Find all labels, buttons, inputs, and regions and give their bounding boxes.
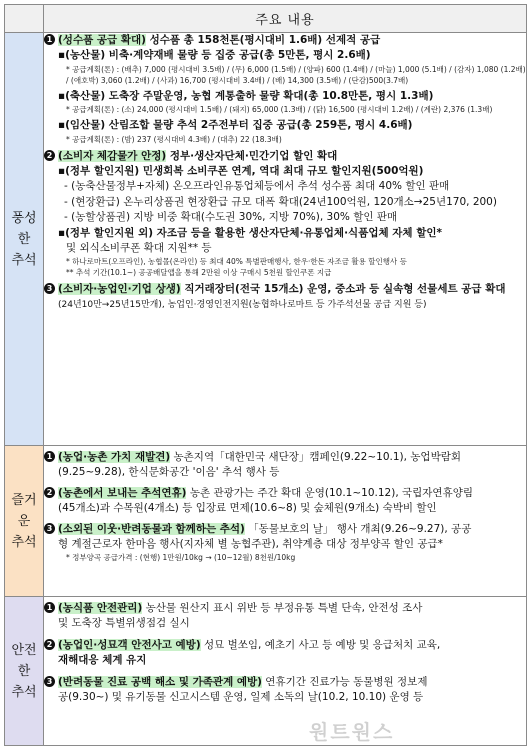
category-label-safe	[5, 597, 44, 746]
continuation-line: 및 외식소비쿠폰 확대 지원** 등	[66, 242, 212, 255]
category-label-joyful	[5, 446, 44, 597]
item-text: 성묘 벌쏘임, 예초기 사고 등 예방 및 응급처치 교육,	[200, 638, 441, 651]
item-number-icon: 2	[44, 150, 55, 161]
summary-table	[4, 4, 527, 746]
section-row-joyful	[5, 446, 527, 597]
item-heading: (반려동물 진료 공백 해소 및 가족관계 예방)	[58, 675, 262, 688]
item-number-icon: 2	[44, 487, 55, 498]
item-heading: (소비자·농업인·기업 상생)	[58, 283, 181, 296]
header-corner	[5, 5, 44, 33]
section-body-joyful	[44, 446, 527, 597]
bullet-line: ▪(정부 할인지원 외) 자조금 등을 활용한 생산자단체·유통업체·식품업체 자체 할인*	[58, 226, 443, 239]
continuation-line: 및 도축장 특별위생점검 실시	[58, 617, 190, 630]
item-heading: (농업인·성묘객 안전사고 예방)	[58, 638, 201, 651]
continuation-line: (9.25~9.28), 한식문화공간 '이음' 추석 행사 등	[58, 466, 280, 479]
bullet-line: ▪(정부 할인지원) 민생회복 소비쿠폰 연계, 역대 최대 규모 할인지원(500억원)	[58, 165, 424, 178]
category-label-abundant	[5, 33, 44, 446]
item-heading: (농촌에서 보내는 추석연휴)	[58, 486, 187, 499]
watermark: 원트원스	[309, 720, 395, 744]
note-line: * 정부양곡 공급가격 : (현행) 1만원/10kg → (10~12월) 8천원/10kg	[66, 553, 296, 563]
section-row-safe	[5, 597, 527, 746]
bullet-line: ▪(임산물) 산림조합 물량 추석 2주전부터 집중 공급(총 259톤, 평시 4.6배)	[58, 119, 413, 132]
item-text: 「동물보호의 날」 행사 개최(9.26~9.27), 공공	[244, 522, 472, 535]
bullet-line: ▪(농산물) 비축·계약재배 물량 등 집중 공급(총 5만톤, 평시 2.6배)	[58, 49, 371, 62]
item-line	[44, 450, 526, 465]
note-line: ** 추석 기간(10.1~) 공공배달앱을 통해 2만원 이상 구매시 5천원 할인쿠폰 지급	[66, 268, 332, 278]
item-text: 농산물 원산지 표시 위반 등 부정유통 특별 단속, 안전성 조사	[142, 602, 423, 614]
item-number-icon: 1	[44, 602, 55, 613]
item-text: 직거래장터(전국 15개소) 운영, 중소과 등 실속형 선물세트 공급 확대	[180, 283, 506, 296]
note-line: * 공급계획(톤) : (소) 24,000 (평시대비 1.5배) / (돼지) 65,000 (1.3배) / (닭) 16,500 (평시대비 1.2배) / (계란) 2,376 (1.3배)	[66, 105, 493, 115]
section-row-abundant	[5, 33, 527, 446]
note-line: * 하나로마트(오프라인), 농협몰(온라인) 등 최대 40% 특별판매행사, 한우·한돈 자조금 활용 할인행사 등	[66, 257, 407, 267]
item-line	[44, 675, 526, 690]
item-text: 정부·생산자단체·민간기업 할인 확대	[166, 149, 338, 162]
header-row	[5, 5, 527, 33]
item-text: 성수품 총 158천톤(평시대비 1.6배) 선제적 공급	[145, 34, 381, 46]
item-number-icon: 2	[44, 639, 55, 650]
continuation-line: (45개소)과 수목원(4개소) 등 입장료 면제(10.6~8) 및 숲체원(9개소) 숙박비 할인	[58, 502, 437, 515]
continuation-line: 재해대응 체계 유지	[58, 654, 147, 667]
continuation-line: (24년10만→25년15만개), 농업인·경영인전지원(농협하나로마트 등 가주석선물 공급 지원 등)	[58, 299, 427, 310]
item-number-icon: 3	[44, 523, 55, 534]
item-heading: (소외된 이웃·반려동물과 함께하는 추석)	[58, 522, 245, 535]
item-line	[44, 282, 526, 297]
bullet-line: ▪(축산물) 도축장 주말운영, 농협 계통출하 물량 확대(총 10.8만톤, 평시 1.3배)	[58, 89, 434, 102]
item-line	[44, 601, 526, 616]
category-text: 즐거운 추석	[11, 492, 37, 550]
item-number-icon: 3	[44, 676, 55, 687]
item-line	[44, 149, 526, 164]
item-number-icon: 3	[44, 283, 55, 294]
section-body-abundant	[44, 33, 527, 446]
item-heading: (성수품 공급 확대)	[58, 34, 146, 46]
section-body-safe	[44, 597, 527, 746]
note-line: * 공급계획(톤) : (배추) 7,000 (평시대비 3.5배) / (무) 6,000 (1.5배) / (양파) 600 (1.4배) / (마늘) 1,000 (5.1배) / (감자) 1,080 (1.2배) / (애호박) 3,060 (1.2배) / (사과) 16,700 (평시대비 3.4배) / (배) 14,300 (3.5배) / (단감)500(3.7배)	[66, 64, 526, 85]
dash-line: - (농축산물정부+자체) 온오프라인유통업체등에서 추석 성수품 최대 40% 할인 판매	[64, 180, 450, 193]
continuation-line: 형 계절근로자 한마음 행사(지자체 별 농협주관), 취약계층 대상 정부양곡 할인 공급*	[58, 538, 443, 551]
item-number-icon: 1	[44, 34, 55, 45]
item-heading: (농식품 안전관리)	[58, 602, 143, 614]
dash-line: - (농할상품권) 지방 비중 확대(수도권 30%, 지방 70%), 30% 할인 판매	[64, 211, 398, 224]
category-text: 풍성한 추석	[11, 210, 37, 268]
item-text: 농촌지역「대한민국 새단장」캠페인(9.22~10.1), 농업박람회	[170, 451, 462, 463]
continuation-line: 공(9.30~) 및 유기동물 신고시스템 운영, 일제 소독의 날(10.2, 10.10) 운영 등	[58, 691, 424, 704]
item-line	[44, 486, 526, 501]
item-line	[44, 522, 526, 537]
table-title: 주요 내용	[44, 5, 527, 33]
item-number-icon: 1	[44, 451, 55, 462]
category-text: 안전한 추석	[11, 642, 37, 700]
item-text: 농촌 관광가는 주간 확대 운영(10.1~10.12), 국립자연휴양림	[186, 486, 473, 499]
dash-line: - (현장환급) 온누리상품권 현장환급 규모 대폭 확대(24년100억원, 120개소→25년170, 200)	[64, 195, 497, 208]
item-line	[44, 638, 526, 653]
item-text: 연휴기간 진료가능 동물병원 정보제	[261, 675, 428, 688]
document	[4, 4, 527, 746]
item-line	[44, 33, 526, 48]
note-line: * 공급계획(톤) : (밤) 237 (평시대비 4.3배) / (대추) 22 (18.3배)	[66, 134, 282, 144]
item-heading: (농업·농촌 가치 재발견)	[58, 451, 171, 463]
item-heading: (소비자 체감물가 안정)	[58, 149, 167, 162]
